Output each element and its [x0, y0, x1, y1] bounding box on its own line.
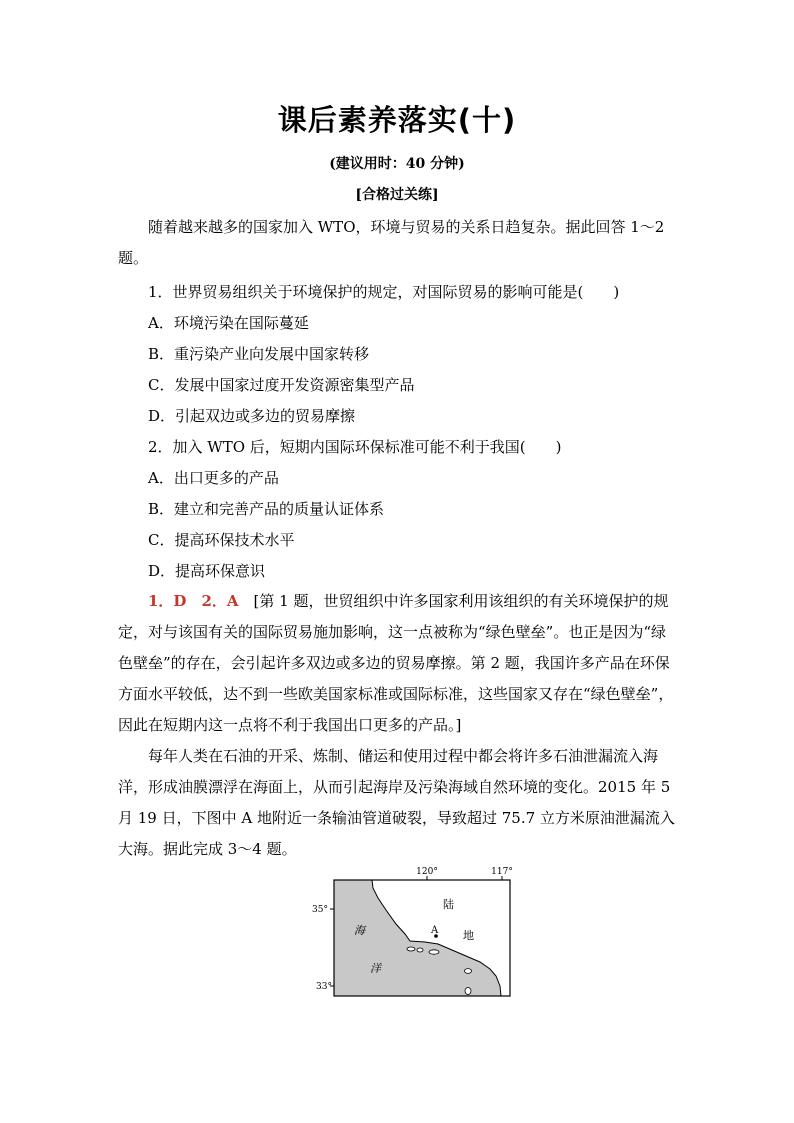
sea-label-1: 海 [354, 924, 365, 937]
intro-paragraph-2: 每年人类在石油的开采、炼制、储运和使用过程中都会将许多石油泄漏流入海洋，形成油膜漂浮在海面上，从而引起海岸及污染海域自然环境的变化。2015 年 5 月 19 日，下图中 A 地附近一条输油管道破裂，导致超过 75.7 立方米原油泄漏流入大海。据此完成 3～4 题。 [118, 747, 675, 858]
sea-label-2: 洋 [370, 962, 381, 975]
question-2-option-d: D．提高环保意识 [148, 562, 266, 580]
question-1-option-d: D．引起双边或多边的贸易摩擦 [148, 407, 356, 425]
page-title: 课后素养落实(十) [277, 103, 517, 137]
question-2-option-b: B．建立和完善产品的质量认证体系 [148, 500, 385, 518]
point-a-label: A [431, 925, 439, 936]
lon-label-120: 120° [416, 867, 438, 877]
answer-explanation: [第 1 题，世贸组织中许多国家利用该组织的有关环境保护的规定，对与该国有关的国际贸易施加影响，这一点被称为“绿色壁垒”。也正是因为“绿色壁垒”的存在，会引起许多双边或多边的贸易摩擦。第 2 题，我国许多产品在环保方面水平较低，达不到一些欧美国家标准或国际标准，这些国家又存在“绿色壁垒”，因此在短期内这一点将不利于我国出口更多的产品。] [118, 592, 674, 734]
section-label: [合格过关练] [355, 187, 439, 203]
island [429, 950, 439, 954]
time-suggestion: (建议用时：40 分钟) [329, 156, 465, 172]
island [407, 947, 415, 951]
island [465, 988, 471, 995]
answer-key: 1．D 2．A [148, 592, 239, 610]
lon-label-117: 117° [491, 867, 513, 877]
question-1-stem: 1．世界贸易组织关于环境保护的规定，对国际贸易的影响可能是( ) [148, 283, 620, 301]
lat-label-33: 33° [316, 982, 332, 992]
island [417, 948, 423, 952]
question-2-option-c: C．提高环保技术水平 [148, 531, 295, 549]
question-1-option-b: B．重污染产业向发展中国家转移 [148, 345, 370, 363]
intro-paragraph-1: 随着越来越多的国家加入 WTO，环境与贸易的关系日趋复杂。据此回答 1～2 题。 [118, 218, 665, 267]
question-2-stem: 2．加入 WTO 后，短期内国际环保标准可能不利于我国( ) [148, 438, 562, 456]
answer-block [118, 586, 678, 741]
question-2-option-a: A．出口更多的产品 [148, 469, 279, 487]
question-1-option-c: C．发展中国家过度开发资源密集型产品 [148, 376, 415, 394]
island [465, 969, 472, 974]
land-label-2: 地 [463, 929, 474, 942]
land-label-1: 陆 [443, 898, 454, 911]
question-1-option-a: A．环境污染在国际蔓延 [148, 314, 309, 332]
lat-label-35: 35° [312, 905, 328, 915]
oil-spill-map [310, 864, 530, 1009]
